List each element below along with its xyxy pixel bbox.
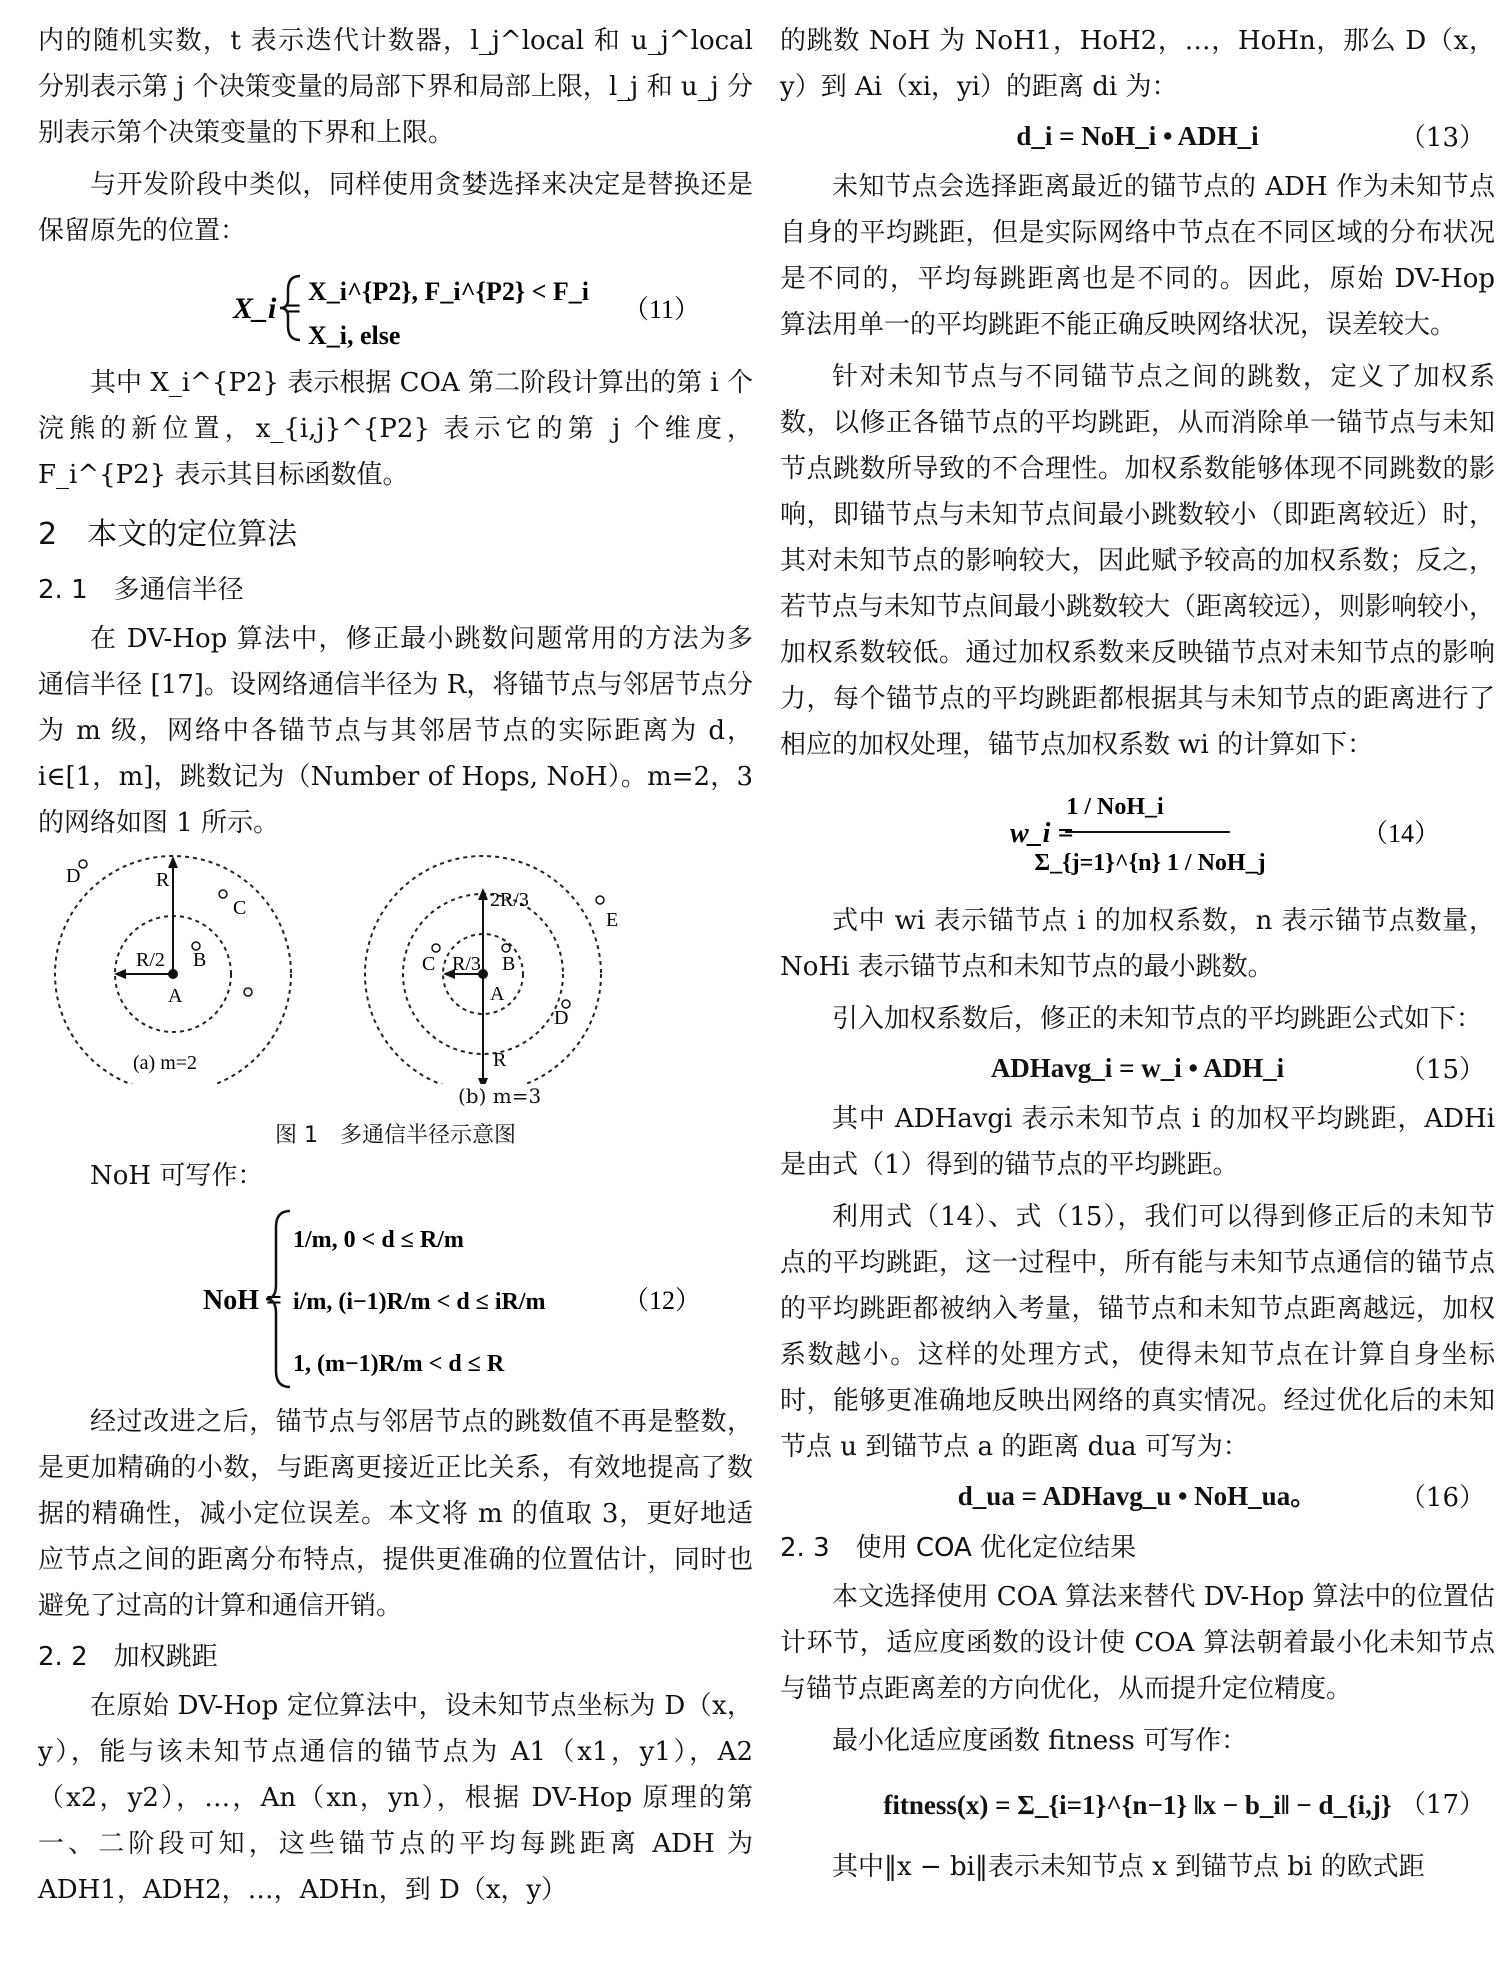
paragraph: 未知节点会选择距离最近的锚节点的 ADH 作为未知节点自身的平均跳距，但是实际网络中节点在不同区域的分布状况是不同的，平均每跳距离也是不同的。因此，原始 DV-Hop 算法用单一的平均跳距不能正确反映网络状况，误差较大。: [780, 172, 1495, 340]
eq14-lhs: w_i =: [1010, 818, 1074, 849]
fig-b-caption: (b) m=3: [458, 1084, 542, 1108]
paragraph: 的跳数 NoH 为 NoH1，HoH2，…，HoHn，那么 D（x，y）到 Ai（xi，yi）的距离 di 为：: [780, 26, 1495, 102]
equation-15: [780, 1048, 1495, 1092]
fig-a-label-R2: R/2: [136, 949, 165, 971]
fig-b-label-D: D: [554, 1007, 569, 1029]
eq11-case1: X_i^{P2}, F_i^{P2} < F_i: [308, 277, 589, 306]
paragraph: 引入加权系数后，修正的未知节点的平均跳距公式如下：: [832, 1004, 1483, 1034]
equation-14: [780, 774, 1495, 894]
paragraph: 利用式（14）、式（15），我们可以得到修正后的未知节点的平均跳距，这一过程中，所有能与未知节点通信的锚节点的平均跳距都被纳入考量，锚节点和未知节点距离越远，加权系数越小。这样的处理方式，使得未知节点在计算自身坐标时，能够更准确地反映出网络的真实情况。经过优化后的未知节点 u 到锚节点 a 的距离 dua 可写为：: [780, 1202, 1495, 1462]
equation-13: [780, 116, 1495, 160]
equation-14-svg: [780, 774, 1495, 894]
left-column: [38, 18, 753, 1919]
section-heading: 2 本文的定位算法: [38, 517, 298, 552]
paragraph: 最小化适应度函数 fitness 可写作：: [832, 1726, 1248, 1756]
eq16-number: （16）: [1399, 1483, 1485, 1513]
fig-b-label-C: C: [422, 953, 436, 975]
equation-11-svg: [38, 260, 753, 356]
fig-b-label-E: E: [606, 909, 619, 931]
equation-17: [780, 1770, 1495, 1840]
paragraph: 在 DV-Hop 算法中，修正最小跳数问题常用的方法为多通信半径 [17]。设网络通信半径为 R，将锚节点与邻居节点分为 m 级，网络中各锚节点与其邻居节点的实际距离为 d，i∈[1，m]，跳数记为（Number of Hops, NoH）。m=2，3 的网络如图 1 所示。: [38, 624, 753, 838]
eq14-denominator: Σ_{j=1}^{n} 1 / NoH_j: [1034, 850, 1266, 876]
figure-1-diagram: [38, 854, 753, 1084]
eq12-case2: i/m, (i−1)R/m < d ≤ iR/m: [293, 1289, 546, 1315]
eq16-expr: d_ua = ADHavg_u • NoH_ua。: [957, 1481, 1318, 1511]
paragraph: 式中 wi 表示锚节点 i 的加权系数，n 表示锚节点数量，NoHi 表示锚节点和未知节点的最小跳数。: [780, 906, 1495, 982]
eq11-case2: X_i, else: [308, 321, 401, 350]
paragraph: 其中 ADHavgi 表示未知节点 i 的加权平均跳距，ADHi 是由式（1）得到的锚节点的平均跳距。: [780, 1104, 1495, 1180]
eq17-expr: fitness(x) = Σ_{i=1}^{n−1} ‖x − b_i‖ − d_{i,j}: [883, 1790, 1392, 1820]
subsection-heading: 2. 1 多通信半径: [38, 575, 244, 605]
fig-b-label-A: A: [490, 983, 505, 1005]
equation-12-svg: [38, 1205, 753, 1395]
eq13-number: （13）: [1399, 123, 1485, 153]
fig-b-label-R3: R/3: [452, 953, 481, 975]
equation-16: [780, 1476, 1495, 1520]
eq12-case1: 1/m, 0 < d ≤ R/m: [293, 1227, 464, 1253]
paragraph: 其中‖x − bi‖表示未知节点 x 到锚节点 bi 的欧式距: [832, 1852, 1425, 1882]
figure-caption: 图 1 多通信半径示意图: [275, 1123, 516, 1148]
paragraph: 在原始 DV-Hop 定位算法中，设未知节点坐标为 D（x，y），能与该未知节点通信的锚节点为 A1（x1，y1），A2（x2，y2），…，An（xn，yn），根据 DV-Hop 原理的第一、二阶段可知，这些锚节点的平均每跳距离 ADH 为 ADH1，ADH2，…，ADHn，到 D（x，y）: [38, 1691, 753, 1905]
equation-11: [38, 260, 753, 356]
paragraph: 其中 X_i^{P2} 表示根据 COA 第二阶段计算出的第 i 个浣熊的新位置，x_{i,j}^{P2} 表示它的第 j 个维度，F_i^{P2} 表示其目标函数值。: [38, 368, 753, 490]
eq14-numerator: 1 / NoH_i: [1066, 794, 1164, 820]
fig-a-label-R: R: [156, 869, 170, 891]
subsection-heading: 2. 3 使用 COA 优化定位结果: [780, 1533, 1137, 1563]
fig-b-label-2R3: 2R/3: [490, 889, 529, 911]
figure-1a: [55, 856, 291, 1084]
eq12-lhs: NoH =: [203, 1285, 282, 1316]
fig-a-label-A: A: [168, 985, 183, 1007]
eq12-case3: 1, (m−1)R/m < d ≤ R: [293, 1351, 505, 1377]
paragraph: 与开发阶段中类似，同样使用贪婪选择来决定是替换还是保留原先的位置：: [38, 170, 753, 246]
fig-a-label-D: D: [66, 865, 81, 887]
eq14-number: （14）: [1362, 819, 1441, 848]
fig-a-label-B: B: [193, 949, 207, 971]
eq12-number: （12）: [623, 1286, 702, 1315]
figure-1: [38, 854, 753, 1084]
right-column: [780, 18, 1495, 1896]
paragraph: 内的随机实数，t 表示迭代计数器，l_j^local 和 u_j^local 分别表示第 j 个决策变量的局部下界和局部上限，l_j 和 u_j 分别表示第个决策变量的下界和上限。: [38, 26, 753, 148]
fig-a-label-C: C: [233, 897, 247, 919]
figure-1-subcaptions: [38, 1084, 753, 1112]
fig-a-caption: (a) m=2: [133, 1052, 198, 1074]
paragraph: NoH 可写作：: [90, 1161, 264, 1191]
eq13-expr: d_i = NoH_i • ADH_i: [1016, 121, 1259, 151]
eq11-lhs: X_i =: [233, 292, 301, 325]
eq15-number: （15）: [1399, 1055, 1485, 1085]
eq11-number: （11）: [623, 295, 701, 324]
paragraph: 本文选择使用 COA 算法来替代 DV-Hop 算法中的位置估计环节，适应度函数的设计使 COA 算法朝着最小化未知节点与锚节点距离差的方向优化，从而提升定位精度。: [780, 1582, 1495, 1704]
paragraph: 经过改进之后，锚节点与邻居节点的跳数值不再是整数，是更加精确的小数，与距离更接近正比关系，有效地提高了数据的精确性，减小定位误差。本文将 m 的值取 3，更好地适应节点之间的距离分布特点，提供更准确的位置估计，同时也避免了过高的计算和通信开销。: [38, 1407, 753, 1621]
fig-b-label-B: B: [502, 953, 516, 975]
equation-12: [38, 1205, 753, 1395]
eq15-expr: ADHavg_i = w_i • ADH_i: [990, 1053, 1285, 1083]
paragraph: 针对未知节点与不同锚节点之间的跳数，定义了加权系数，以修正各锚节点的平均跳距，从而消除单一锚节点与未知节点跳数所导致的不合理性。加权系数能够体现不同跳数的影响，即锚节点与未知节点间最小跳数较小（即距离较近）时，其对未知节点的影响较大，因此赋予较高的加权系数；反之，若节点与未知节点间最小跳数较大（距离较远），则影响较小，加权系数较低。通过加权系数来反映锚节点对未知节点的影响力，每个锚节点的平均跳距都根据其与未知节点的距离进行了相应的加权处理，锚节点加权系数 wi 的计算如下：: [780, 362, 1496, 760]
subsection-heading: 2. 2 加权跳距: [38, 1642, 218, 1672]
fig-b-label-R: R: [493, 1049, 507, 1071]
figure-1b: [365, 856, 618, 1084]
eq17-number: （17）: [1399, 1790, 1485, 1820]
